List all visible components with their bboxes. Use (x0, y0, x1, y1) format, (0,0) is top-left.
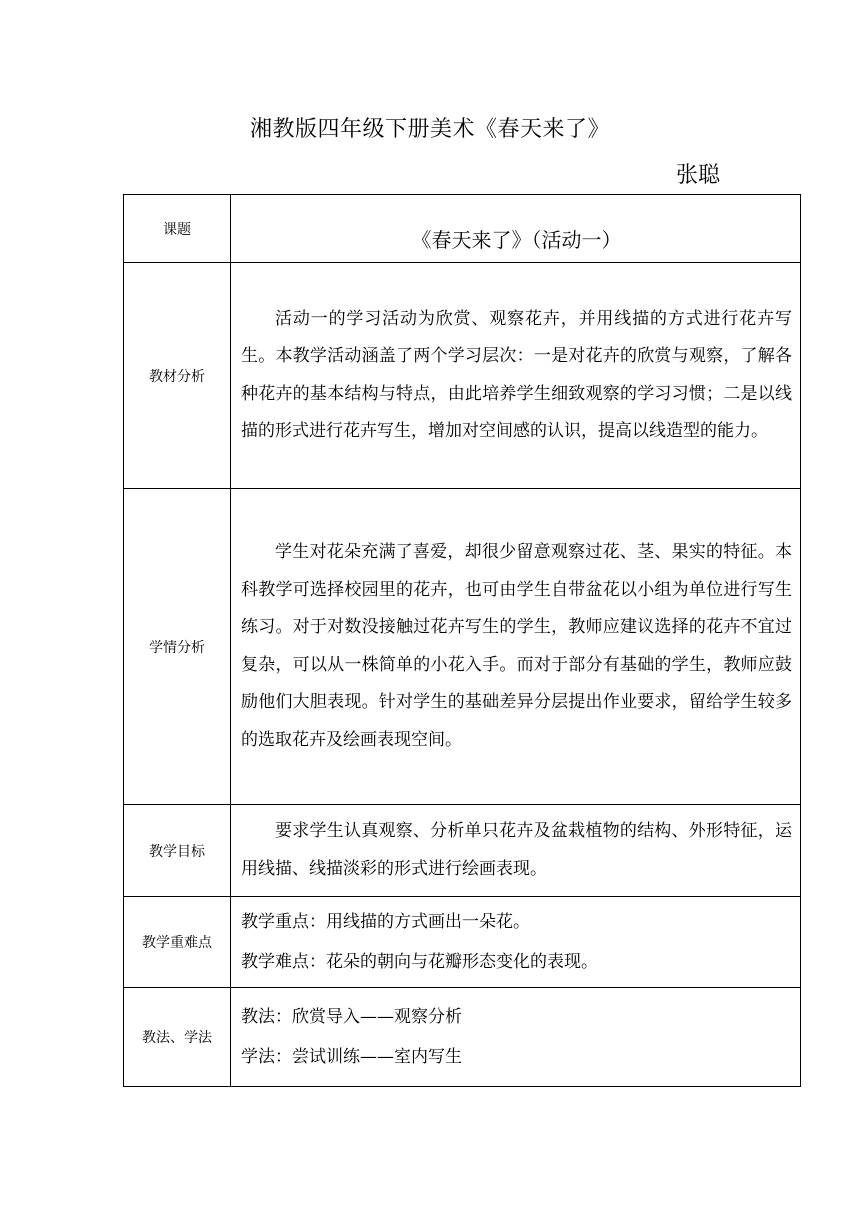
lesson-plan-table (123, 194, 801, 1087)
row-label-teaching-goal: 教学目标 (124, 805, 231, 897)
difficult-point-line: 教学难点：花朵的朝向与花瓣形态变化的表现。 (241, 952, 598, 972)
row-label-methods: 教法、学法 (124, 988, 231, 1087)
topic-title: 《春天来了》（活动一） (411, 227, 622, 252)
row-content-methods (231, 988, 801, 1087)
teaching-goal-text: 要求学生认真观察、分析单只花卉及盆栽植物的结构、外形特征，运用线描、线描淡彩的形式进行绘画表现。 (241, 821, 792, 879)
row-content-topic (231, 195, 801, 263)
table-row (124, 263, 801, 489)
teaching-method-line: 教法：欣赏导入——观察分析 (241, 1007, 462, 1027)
row-content-material-analysis (231, 263, 801, 489)
row-content-key-points (231, 897, 801, 988)
row-label-student-analysis: 学情分析 (124, 489, 231, 805)
learning-method-line: 学法：尝试训练——室内写生 (241, 1047, 462, 1067)
document-title: 湘教版四年级下册美术《春天来了》 (249, 117, 610, 142)
row-label-topic: 课题 (124, 195, 231, 263)
key-point-line: 教学重点：用线描的方式画出一朵花。 (241, 912, 530, 932)
material-analysis-text: 活动一的学习活动为欣赏、观察花卉，并用线描的方式进行花卉写生。本教学活动涵盖了两个学习层次：一是对花卉的欣赏与观察，了解各种花卉的基本结构与特点，由此培养学生细致观察的学习习惯；二是以线描的形式进行花卉写生，增加对空间感的认识，提高以线造型的能力。 (241, 308, 792, 441)
row-label-material-analysis: 教材分析 (124, 263, 231, 489)
author-name: 张聪 (676, 163, 721, 188)
table-row (124, 897, 801, 988)
row-label-key-points: 教学重难点 (124, 897, 231, 988)
table-row (124, 195, 801, 263)
row-content-teaching-goal (231, 805, 801, 897)
table-row (124, 805, 801, 897)
row-content-student-analysis (231, 489, 801, 805)
student-analysis-text: 学生对花朵充满了喜爱，却很少留意观察过花、茎、果实的特征。本科教学可选择校园里的花卉，也可由学生自带盆花以小组为单位进行写生练习。对于对数没接触过花卉写生的学生，教师应建议选择的花卉不宜过复杂，可以从一株简单的小花入手。而对于部分有基础的学生，教师应鼓励他们大胆表现。针对学生的基础差异分层提出作业要求，留给学生较多的选取花卉及绘画表现空间。 (241, 542, 792, 750)
table-row (124, 489, 801, 805)
table-row (124, 988, 801, 1087)
